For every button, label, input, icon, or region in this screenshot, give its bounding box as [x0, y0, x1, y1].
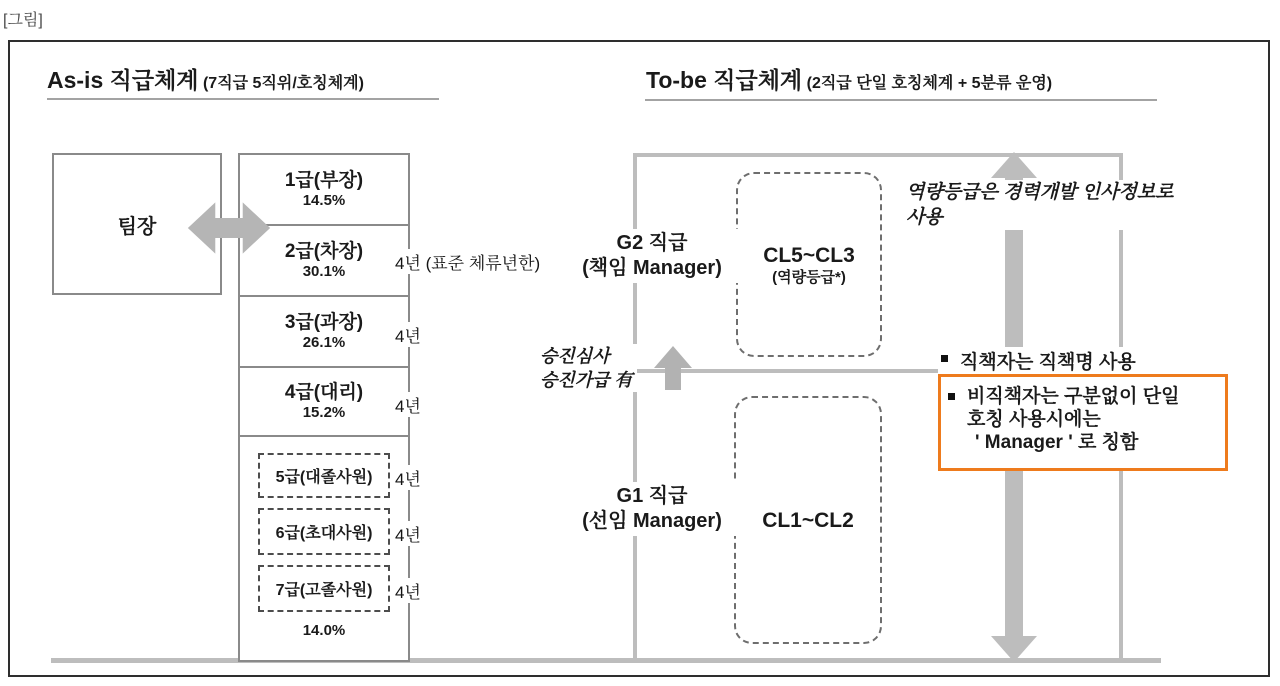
grade-1-pct: 14.5% [302, 191, 346, 209]
grade-box-6 [258, 508, 390, 555]
g2-grade-line1: G2 직급 [616, 232, 688, 254]
cl1-cl2-box [734, 396, 882, 644]
manager-naming-text [967, 385, 1179, 454]
manager-naming-line3: ' Manager ' 로 칭함 [975, 432, 1139, 453]
cl5-cl3-label: CL5~CL3 [763, 243, 855, 267]
competency-note-line1: 역량등급은 경력개발 인사정보로 [906, 182, 1174, 203]
g2-grade-label [563, 229, 741, 283]
manager-naming-callout [938, 374, 1228, 471]
grade-4-name: 4급(대리) [284, 381, 364, 403]
g1-grade-line2: (선임 Manager) [582, 510, 722, 532]
grade-box-4 [238, 366, 410, 437]
grade-6-name: 6급(초대사원) [275, 525, 373, 542]
tenure-note-6: 4년 [392, 521, 424, 546]
grade-box-3 [238, 295, 410, 368]
tenure-note-4: 4년 [392, 392, 424, 417]
g2-grade-line2: (책임 Manager) [582, 257, 722, 279]
competency-note [906, 180, 1174, 230]
grade-2-pct: 30.1% [302, 262, 346, 280]
as-is-title-sub: (7직급 5직위/호칭체계) [202, 75, 364, 92]
grade-3-name: 3급(과장) [284, 311, 364, 333]
grade-1-name: 1급(부장) [284, 169, 364, 191]
bullet-title-holders-text: 직책자는 직책명 사용 [960, 352, 1136, 373]
left-right-arrow-icon [186, 196, 272, 260]
cl1-cl2-label: CL1~CL2 [762, 508, 854, 532]
manager-naming-line2: 호칭 사용시에는 [967, 409, 1101, 430]
promotion-note [540, 344, 637, 392]
square-bullet-icon [941, 355, 948, 362]
tenure-note-3: 4년 [392, 322, 424, 347]
tenure-note-5: 4년 [392, 465, 424, 490]
promotion-up-arrow-icon [654, 346, 692, 390]
competency-note-line2: 사용 [906, 207, 943, 228]
square-bullet-icon [948, 393, 955, 400]
grade-5-name: 5급(대졸사원) [275, 469, 373, 486]
grade-tail-pct: 14.0% [302, 622, 346, 639]
grade-box-5 [258, 453, 390, 498]
tenure-note-2: 4년 (표준 체류년한) [392, 249, 543, 274]
bullet-title-holders [941, 347, 1142, 374]
team-leader-label: 팀장 [117, 215, 157, 238]
grade-2-name: 2급(차장) [284, 240, 364, 262]
to-be-title [646, 62, 1052, 95]
grade-7-name: 7급(고졸사원) [275, 582, 373, 599]
promotion-note-line1: 승진심사 [540, 346, 610, 366]
to-be-title-main: To-be 직급체계 [646, 67, 803, 93]
as-is-title-underline [47, 98, 439, 100]
grade-box-7 [258, 565, 390, 612]
g1-grade-line1: G1 직급 [616, 485, 688, 507]
figure-label: [그림] [3, 12, 43, 29]
grade-4-pct: 15.2% [302, 403, 346, 421]
as-is-title [47, 62, 364, 95]
to-be-title-sub: (2직급 단일 호칭체계 + 5분류 운영) [806, 75, 1053, 92]
to-be-title-underline [645, 99, 1157, 101]
cl5-cl3-sublabel: (역량등급*) [772, 268, 846, 286]
manager-naming-line1: 비직책자는 구분없이 단일 [967, 386, 1180, 407]
g1-grade-label [563, 482, 741, 536]
grade-3-pct: 26.1% [302, 333, 346, 351]
cl5-cl3-box [736, 172, 882, 357]
tenure-note-7: 4년 [392, 578, 424, 603]
as-is-title-main: As-is 직급체계 [47, 67, 199, 93]
promotion-note-line2: 승진가급 有 [540, 370, 633, 390]
